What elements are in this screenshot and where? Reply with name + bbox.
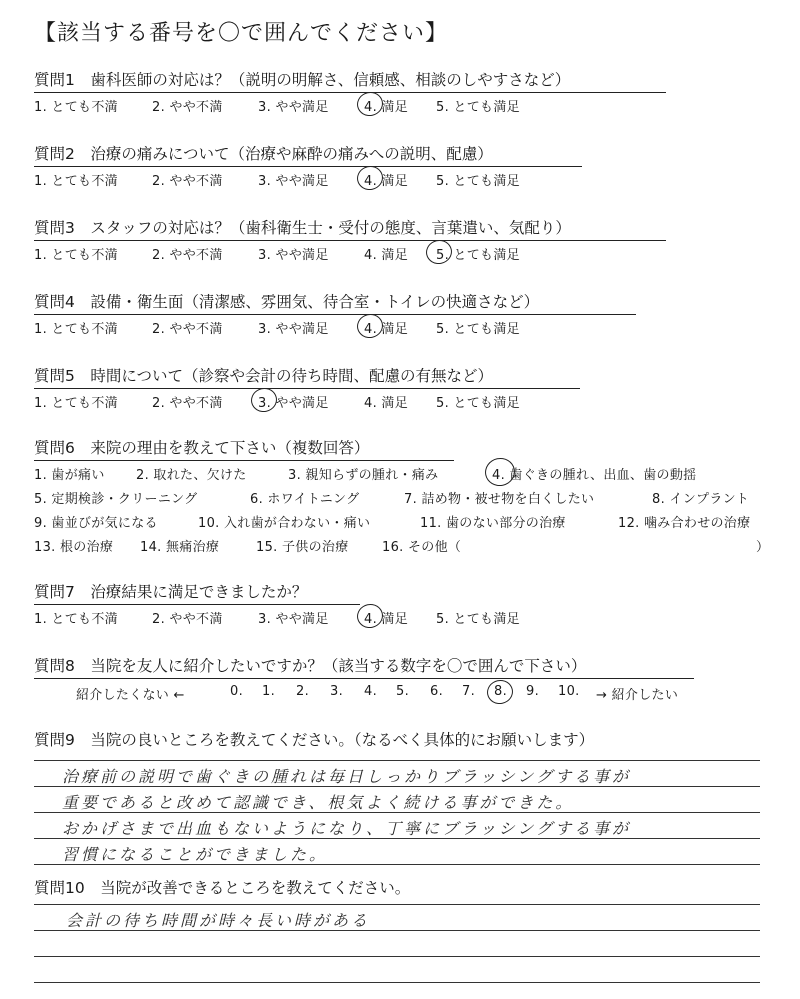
q8-number-10[interactable]: 10. — [558, 684, 580, 699]
q1-option-4[interactable]: 4. 満足 — [364, 100, 409, 115]
q1-option-2[interactable]: 2. やや不満 — [152, 100, 223, 115]
q7-option-2[interactable]: 2. やや不満 — [152, 612, 223, 627]
q3-underline — [34, 240, 666, 241]
page-heading: 【該当する番号を〇で囲んでください】 — [34, 21, 449, 46]
q8-number-5[interactable]: 5. — [396, 684, 410, 699]
q6-option-3[interactable]: 3. 親知らずの腫れ・痛み — [288, 468, 439, 483]
q9-handwritten-line-4: 習慣になることができました。 — [62, 845, 329, 864]
q2-option-5[interactable]: 5. とても満足 — [436, 174, 520, 189]
q6-option-4[interactable]: 4. 歯ぐきの腫れ、出血、歯の動揺 — [492, 468, 697, 483]
q7-option-4[interactable]: 4. 満足 — [364, 612, 409, 627]
q6-title: 質問6 来院の理由を教えて下さい（複数回答） — [34, 439, 370, 457]
q6-option-9[interactable]: 9. 歯並びが気になる — [34, 516, 158, 531]
q4-title: 質問4 設備・衛生面（清潔感、雰囲気、待合室・トイレの快適さなど） — [34, 293, 540, 311]
q7-option-5[interactable]: 5. とても満足 — [436, 612, 520, 627]
q6-option-5[interactable]: 5. 定期検診・クリーニング — [34, 492, 198, 507]
q2-option-3[interactable]: 3. やや満足 — [258, 174, 329, 189]
q10-answer-rule-1 — [34, 904, 760, 905]
q10-handwritten-line-1: 会計の待ち時間が時々長い時がある — [66, 911, 371, 930]
q2-option-2[interactable]: 2. やや不満 — [152, 174, 223, 189]
q6-option-6[interactable]: 6. ホワイトニング — [250, 492, 360, 507]
q8-number-8[interactable]: 8. — [494, 684, 508, 699]
q4-option-5[interactable]: 5. とても満足 — [436, 322, 520, 337]
q5-title: 質問5 時間について（診察や会計の待ち時間、配慮の有無など） — [34, 367, 494, 385]
q1-title: 質問1 歯科医師の対応は？（説明の明解さ、信頼感、相談のしやすさなど） — [34, 71, 571, 89]
q8-selection-circle — [485, 678, 515, 707]
q8-right-label: → 紹介したい — [596, 688, 679, 703]
q8-title: 質問8 当院を友人に紹介したいですか？（該当する数字を〇で囲んで下さい） — [34, 657, 587, 675]
q6-option-12[interactable]: 12. 噛み合わせの治療 — [618, 516, 751, 531]
q3-option-3[interactable]: 3. やや満足 — [258, 248, 329, 263]
q8-number-2[interactable]: 2. — [296, 684, 310, 699]
q6-option-1[interactable]: 1. 歯が痛い — [34, 468, 105, 483]
q8-number-7[interactable]: 7. — [462, 684, 476, 699]
q6-option-8[interactable]: 8. インプラント — [652, 492, 750, 507]
q2-title: 質問2 治療の痛みについて（治療や麻酔の痛みへの説明、配慮） — [34, 145, 493, 163]
q8-number-4[interactable]: 4. — [364, 684, 378, 699]
q9-title: 質問9 当院の良いところを教えてください。（なるべく具体的にお願いします） — [34, 731, 595, 749]
q5-option-2[interactable]: 2. やや不満 — [152, 396, 223, 411]
q7-option-3[interactable]: 3. やや満足 — [258, 612, 329, 627]
q6-option-13[interactable]: 13. 根の治療 — [34, 540, 114, 555]
q4-option-2[interactable]: 2. やや不満 — [152, 322, 223, 337]
q5-option-1[interactable]: 1. とても不満 — [34, 396, 118, 411]
q10-answer-rule-3 — [34, 956, 760, 957]
q2-option-1[interactable]: 1. とても不満 — [34, 174, 118, 189]
q1-option-1[interactable]: 1. とても不満 — [34, 100, 118, 115]
q8-number-1[interactable]: 1. — [262, 684, 276, 699]
q8-number-6[interactable]: 6. — [430, 684, 444, 699]
q3-option-1[interactable]: 1. とても不満 — [34, 248, 118, 263]
q7-title: 質問7 治療結果に満足できましたか？ — [34, 583, 308, 601]
q2-option-4[interactable]: 4. 満足 — [364, 174, 409, 189]
q3-option-2[interactable]: 2. やや不満 — [152, 248, 223, 263]
q5-option-3[interactable]: 3. やや満足 — [258, 396, 329, 411]
q1-underline — [34, 92, 666, 93]
q6-option-14[interactable]: 14. 無痛治療 — [140, 540, 220, 555]
q8-number-0[interactable]: 0. — [230, 684, 244, 699]
q6-option-15[interactable]: 15. 子供の治療 — [256, 540, 349, 555]
q6-underline — [34, 460, 454, 461]
q6-option-16[interactable]: 16. その他（ — [382, 540, 462, 555]
q6-option-11[interactable]: 11. 歯のない部分の治療 — [420, 516, 566, 531]
q1-option-5[interactable]: 5. とても満足 — [436, 100, 520, 115]
q6-option-7[interactable]: 7. 詰め物・被せ物を白くしたい — [404, 492, 595, 507]
q9-handwritten-line-2: 重要であると改めて認識でき、根気よく続ける事ができた。 — [62, 793, 575, 812]
q5-option-4[interactable]: 4. 満足 — [364, 396, 409, 411]
q9-answer-rule-1 — [34, 760, 760, 761]
q7-underline — [34, 604, 360, 605]
q8-left-label: 紹介したくない ← — [76, 688, 185, 703]
q6-option-2[interactable]: 2. 取れた、欠けた — [136, 468, 247, 483]
q1-option-3[interactable]: 3. やや満足 — [258, 100, 329, 115]
q8-number-3[interactable]: 3. — [330, 684, 344, 699]
q7-option-1[interactable]: 1. とても不満 — [34, 612, 118, 627]
q9-handwritten-line-3: おかげさまで出血もないようになり、丁寧にブラッシングする事が — [62, 819, 631, 838]
q9-handwritten-line-1: 治療前の説明で歯ぐきの腫れは毎日しっかりブラッシングする事が — [62, 767, 631, 786]
q4-option-4[interactable]: 4. 満足 — [364, 322, 409, 337]
q2-underline — [34, 166, 582, 167]
q4-option-1[interactable]: 1. とても不満 — [34, 322, 118, 337]
q10-answer-rule-4 — [34, 982, 760, 983]
q4-underline — [34, 314, 636, 315]
q3-title: 質問3 スタッフの対応は？（歯科衛生士・受付の態度、言葉遣い、気配り） — [34, 219, 571, 237]
q6-option-16-close: ） — [756, 540, 770, 555]
q3-option-4[interactable]: 4. 満足 — [364, 248, 409, 263]
q10-title: 質問10 当院が改善できるところを教えてください。 — [34, 879, 411, 897]
q5-underline — [34, 388, 580, 389]
q3-option-5[interactable]: 5. とても満足 — [436, 248, 520, 263]
q8-underline — [34, 678, 694, 679]
q4-option-3[interactable]: 3. やや満足 — [258, 322, 329, 337]
q8-number-9[interactable]: 9. — [526, 684, 540, 699]
q5-option-5[interactable]: 5. とても満足 — [436, 396, 520, 411]
q6-option-10[interactable]: 10. 入れ歯が合わない・痛い — [198, 516, 371, 531]
q6-selection-circle — [482, 455, 517, 489]
